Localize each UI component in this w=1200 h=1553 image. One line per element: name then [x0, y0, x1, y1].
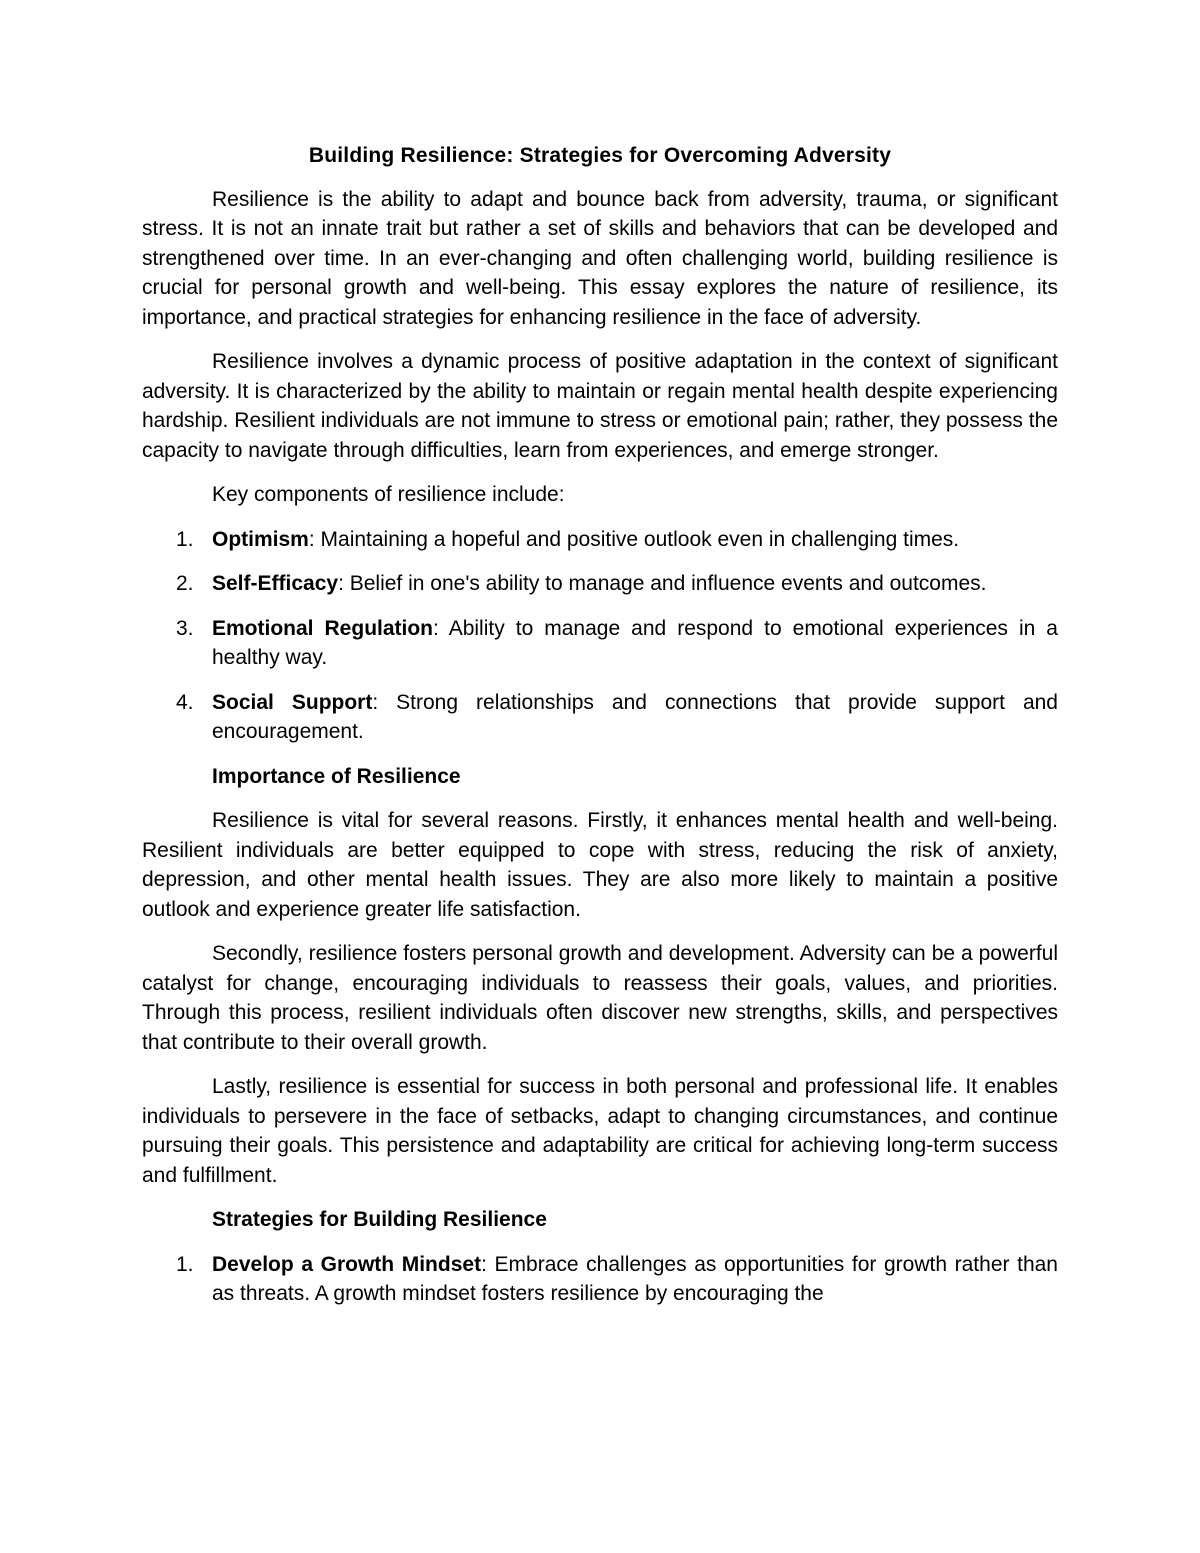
intro-paragraph-1: Resilience is the ability to adapt and bounce back from adversity, trauma, or significant stress. It is not an innate trait but rather a set of skills and behaviors that can be developed and strengthened over time. In an ever-changing and often challenging world, building resilience is crucial for personal growth and well-being. This essay explores the nature of resilience, its importance, and practical strategies for enhancing resilience in the face of adversity. — [142, 187, 1058, 329]
list-term: Self-Efficacy — [212, 572, 339, 595]
document-page — [142, 141, 1058, 1324]
list-number: 1. — [176, 527, 194, 551]
list-term: Develop a Growth Mindset — [212, 1252, 482, 1276]
list-text: : Ability to manage and respond to emotional experiences in a healthy way. — [212, 616, 1058, 669]
list-number: 2. — [176, 572, 194, 595]
list-item — [142, 1250, 1058, 1309]
list-text: : Maintaining a hopeful and positive outlook even in challenging times. — [308, 527, 960, 551]
list-text: : Strong relationships and connections that provide support and encouragement. — [212, 690, 1058, 743]
list-text: : Belief in one's ability to manage and influence events and outcomes. — [338, 572, 987, 595]
strategies-list — [142, 1250, 1058, 1309]
list-term: Emotional Regulation — [212, 616, 434, 640]
list-item — [142, 525, 1058, 555]
components-intro: Key components of resilience include: — [212, 483, 565, 506]
intro-paragraph-2: Resilience involves a dynamic process of positive adaptation in the context of significant adversity. It is characterized by the ability to maintain or regain mental health despite experiencing hardship. Resilient individuals are not immune to stress or emotional pain; rather, they possess the capacity to navigate through difficulties, learn from experiences, and emerge stronger. — [142, 350, 1058, 462]
importance-paragraph-1: Resilience is vital for several reasons. Firstly, it enhances mental health and well-being. Resilient individuals are better equipped to cope with stress, reducing the risk of anxiety, depression, and other mental health issues. They are also more likely to maintain a positive outlook and experience greater life satisfaction. — [142, 809, 1058, 921]
list-item — [142, 614, 1058, 673]
list-item — [142, 688, 1058, 747]
list-term: Optimism — [212, 527, 309, 551]
list-number: 3. — [176, 616, 194, 640]
list-term: Social Support — [212, 690, 373, 714]
strategies-heading: Strategies for Building Resilience — [212, 1208, 547, 1231]
importance-paragraph-3: Lastly, resilience is essential for success in both personal and professional life. It enables individuals to persevere in the face of setbacks, adapt to changing circumstances, and continue pursuing their goals. This persistence and adaptability are critical for achieving long-term success and fulfillment. — [142, 1075, 1058, 1187]
importance-paragraph-2: Secondly, resilience fosters personal growth and development. Adversity can be a powerful catalyst for change, encouraging individuals to reassess their goals, values, and priorities. Through this process, resilient individuals often discover new strengths, skills, and perspectives that contribute to their overall growth. — [142, 942, 1058, 1054]
importance-heading: Importance of Resilience — [212, 764, 461, 788]
document-title: Building Resilience: Strategies for Overcoming Adversity — [308, 144, 892, 167]
components-list — [142, 525, 1058, 747]
list-text: : Embrace challenges as opportunities for growth rather than as threats. A growth mindset fosters resilience by encouraging the — [212, 1252, 1058, 1305]
list-item — [142, 569, 1058, 599]
list-number: 1. — [176, 1252, 194, 1276]
list-number: 4. — [176, 690, 194, 714]
